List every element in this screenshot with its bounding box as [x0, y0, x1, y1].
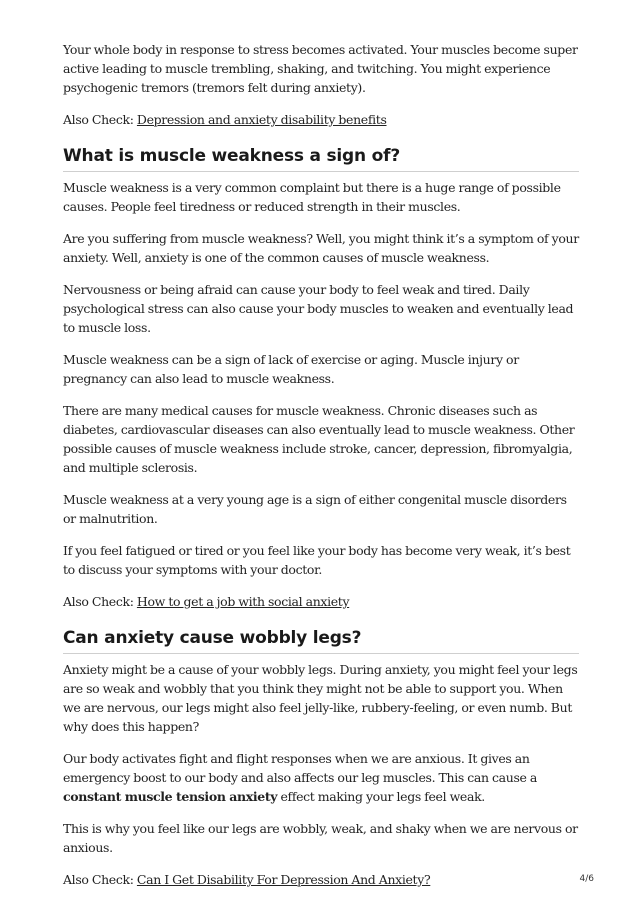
page-number: 4/6	[579, 874, 594, 884]
paragraph-text: effect making your legs feel weak.	[277, 789, 485, 804]
section-heading-wobbly-legs: Can anxiety cause wobbly legs?	[63, 627, 579, 654]
paragraph	[63, 749, 579, 806]
link-job-social-anxiety[interactable]: How to get a job with social anxiety	[136, 594, 350, 609]
paragraph: There are many medical causes for muscle weakness. Chronic diseases such as diabetes, cardiovascular diseases can also eventually lead to muscle weakness. Other possible causes of muscle weakness include stroke, cancer, depression, fibromyalgia, and multiple sclerosis.	[63, 403, 575, 475]
also-check	[63, 592, 579, 611]
paragraph: Anxiety might be a cause of your wobbly legs. During anxiety, you might feel your legs are so weak and wobbly that you think they might not be able to support you. When we are nervous, our legs might also feel jelly-like, rubbery-feeling, or even numb. But why does this happen?	[63, 662, 578, 734]
also-check	[63, 870, 579, 889]
also-check-label: Also Check:	[63, 872, 137, 887]
also-check	[63, 110, 579, 129]
paragraph: Muscle weakness is a very common complaint but there is a huge range of possible causes. People feel tiredness or reduced strength in their muscles.	[63, 180, 561, 214]
link-disability-depression-anxiety[interactable]: Can I Get Disability For Depression And Anxiety?	[136, 872, 431, 887]
paragraph: Your whole body in response to stress becomes activated. Your muscles become super active leading to muscle trembling, shaking, and twitching. You might experience psychogenic tremors (tremors felt during anxiety).	[63, 42, 578, 95]
paragraph: Muscle weakness at a very young age is a sign of either congenital muscle disorders or malnutrition.	[63, 492, 567, 526]
paragraph-text: Our body activates fight and flight responses when we are anxious. It gives an emergency boost to our body and also affects our leg muscles. This can cause a	[63, 751, 538, 785]
paragraph: This is why you feel like our legs are wobbly, weak, and shaky when we are nervous or anxious.	[63, 821, 578, 855]
link-depression-anxiety-benefits[interactable]: Depression and anxiety disability benefits	[136, 112, 387, 127]
bold-phrase: constant muscle tension anxiety	[63, 789, 278, 804]
document-page	[63, 40, 579, 902]
also-check-label: Also Check:	[63, 594, 137, 609]
paragraph: If you feel fatigued or tired or you feel like your body has become very weak, it’s best to discuss your symptoms with your doctor.	[63, 543, 571, 577]
paragraph: Nervousness or being afraid can cause your body to feel weak and tired. Daily psychological stress can also cause your body muscles to weaken and eventually lead to muscle loss.	[63, 282, 574, 335]
paragraph: Are you suffering from muscle weakness? Well, you might think it’s a symptom of your anxiety. Well, anxiety is one of the common causes of muscle weakness.	[63, 231, 579, 265]
paragraph: Muscle weakness can be a sign of lack of exercise or aging. Muscle injury or pregnancy can also lead to muscle weakness.	[63, 352, 519, 386]
section-heading-muscle-weakness: What is muscle weakness a sign of?	[63, 145, 579, 172]
also-check-label: Also Check:	[63, 112, 137, 127]
